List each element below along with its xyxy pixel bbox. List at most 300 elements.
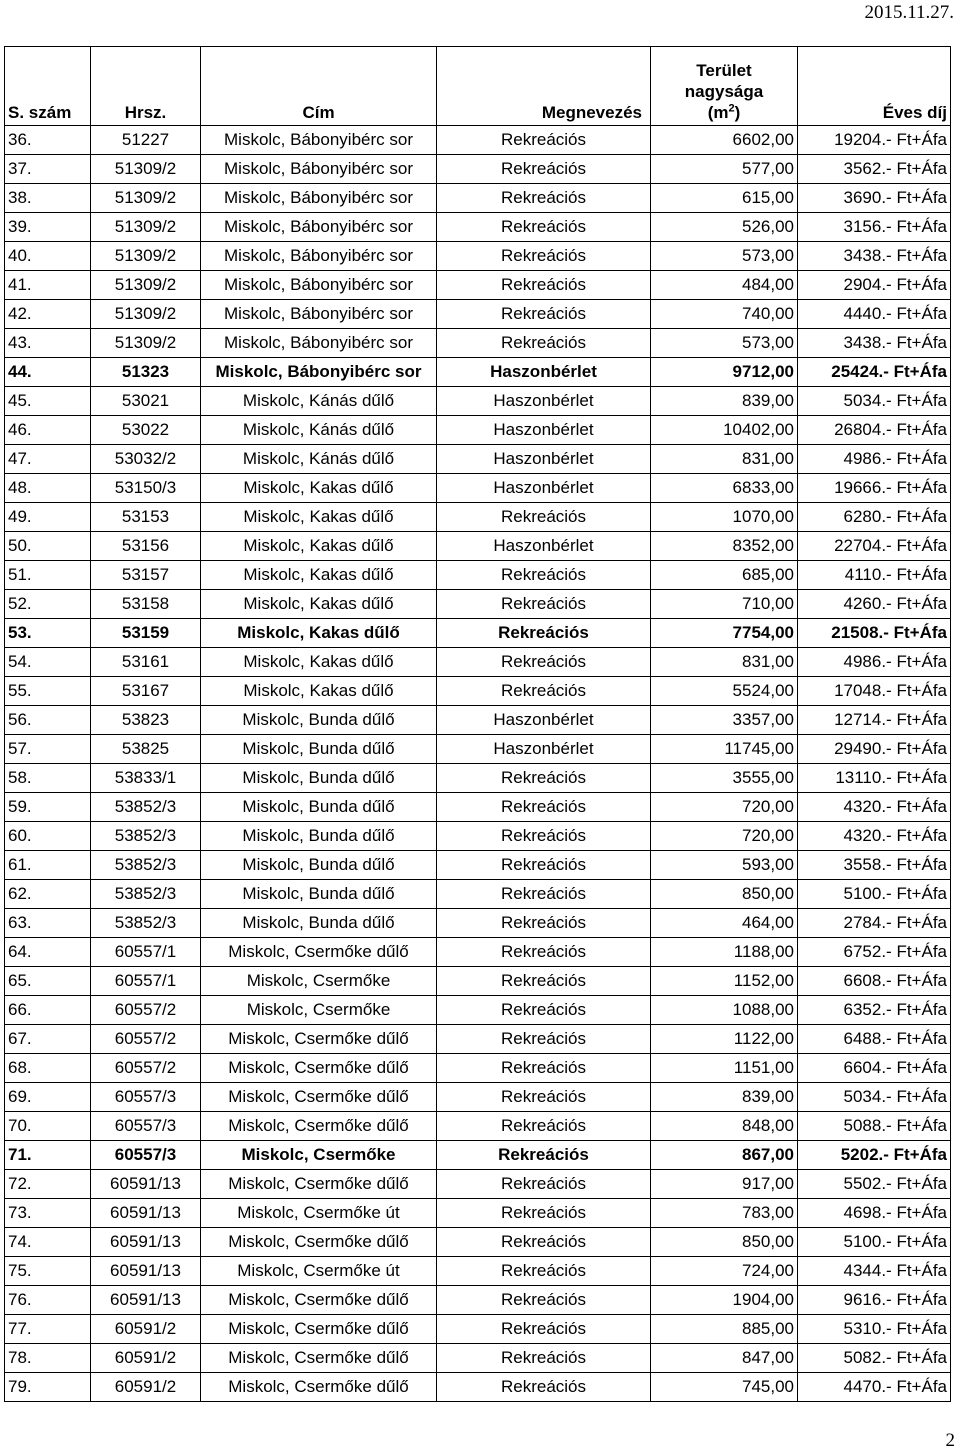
row-annual-fee: 5100.- Ft+Áfa <box>798 1228 951 1257</box>
table-row <box>5 474 951 503</box>
row-annual-fee: 6280.- Ft+Áfa <box>798 503 951 532</box>
row-annual-fee: 21508.- Ft+Áfa <box>798 619 951 648</box>
row-designation: Rekreációs <box>437 996 651 1025</box>
row-serial: 55. <box>5 677 91 706</box>
row-area: 745,00 <box>651 1373 798 1402</box>
row-serial: 72. <box>5 1170 91 1199</box>
table-header-row <box>5 47 951 126</box>
row-designation: Rekreációs <box>437 851 651 880</box>
row-designation: Rekreációs <box>437 1141 651 1170</box>
row-designation: Rekreációs <box>437 1083 651 1112</box>
table-row <box>5 126 951 155</box>
table-row <box>5 880 951 909</box>
row-designation: Rekreációs <box>437 909 651 938</box>
row-designation: Rekreációs <box>437 1286 651 1315</box>
table-row <box>5 1083 951 1112</box>
row-designation: Rekreációs <box>437 1257 651 1286</box>
page-number: 2 <box>945 1430 955 1451</box>
row-parcel: 60557/2 <box>91 996 201 1025</box>
row-serial: 56. <box>5 706 91 735</box>
table-row <box>5 619 951 648</box>
table-row <box>5 1112 951 1141</box>
row-serial: 79. <box>5 1373 91 1402</box>
row-address: Miskolc, Kánás dűlő <box>201 387 437 416</box>
row-serial: 54. <box>5 648 91 677</box>
table-row <box>5 155 951 184</box>
row-address: Miskolc, Bunda dűlő <box>201 822 437 851</box>
row-designation: Rekreációs <box>437 822 651 851</box>
row-area: 484,00 <box>651 271 798 300</box>
row-serial: 69. <box>5 1083 91 1112</box>
row-annual-fee: 6604.- Ft+Áfa <box>798 1054 951 1083</box>
row-designation: Rekreációs <box>437 1112 651 1141</box>
row-annual-fee: 3438.- Ft+Áfa <box>798 242 951 271</box>
row-annual-fee: 6352.- Ft+Áfa <box>798 996 951 1025</box>
table-row <box>5 184 951 213</box>
row-address: Miskolc, Csermőke dűlő <box>201 938 437 967</box>
row-designation: Haszonbérlet <box>437 735 651 764</box>
row-parcel: 60591/2 <box>91 1344 201 1373</box>
row-annual-fee: 4320.- Ft+Áfa <box>798 793 951 822</box>
header-designation <box>437 47 651 126</box>
row-address: Miskolc, Kakas dűlő <box>201 561 437 590</box>
row-serial: 68. <box>5 1054 91 1083</box>
row-area: 10402,00 <box>651 416 798 445</box>
row-parcel: 60557/3 <box>91 1083 201 1112</box>
row-address: Miskolc, Csermőke dűlő <box>201 1025 437 1054</box>
row-area: 720,00 <box>651 822 798 851</box>
row-serial: 49. <box>5 503 91 532</box>
row-address: Miskolc, Bábonyibérc sor <box>201 184 437 213</box>
row-address: Miskolc, Kakas dűlő <box>201 677 437 706</box>
row-parcel: 53158 <box>91 590 201 619</box>
row-area: 1904,00 <box>651 1286 798 1315</box>
row-address: Miskolc, Bábonyibérc sor <box>201 242 437 271</box>
row-parcel: 60591/13 <box>91 1286 201 1315</box>
row-annual-fee: 6488.- Ft+Áfa <box>798 1025 951 1054</box>
row-annual-fee: 4986.- Ft+Áfa <box>798 648 951 677</box>
row-address: Miskolc, Csermőke dűlő <box>201 1112 437 1141</box>
row-parcel: 53032/2 <box>91 445 201 474</box>
table-row <box>5 1054 951 1083</box>
row-serial: 53. <box>5 619 91 648</box>
row-parcel: 51309/2 <box>91 184 201 213</box>
row-serial: 50. <box>5 532 91 561</box>
row-parcel: 60557/1 <box>91 967 201 996</box>
row-designation: Haszonbérlet <box>437 358 651 387</box>
row-annual-fee: 4110.- Ft+Áfa <box>798 561 951 590</box>
row-annual-fee: 4440.- Ft+Áfa <box>798 300 951 329</box>
row-annual-fee: 2784.- Ft+Áfa <box>798 909 951 938</box>
row-area: 573,00 <box>651 329 798 358</box>
table-row <box>5 300 951 329</box>
row-parcel: 51309/2 <box>91 155 201 184</box>
row-parcel: 53157 <box>91 561 201 590</box>
row-designation: Haszonbérlet <box>437 706 651 735</box>
row-address: Miskolc, Bábonyibérc sor <box>201 155 437 184</box>
row-designation: Rekreációs <box>437 880 651 909</box>
row-designation: Rekreációs <box>437 155 651 184</box>
row-address: Miskolc, Csermőke <box>201 1141 437 1170</box>
row-designation: Rekreációs <box>437 1025 651 1054</box>
row-area: 720,00 <box>651 793 798 822</box>
table-row <box>5 503 951 532</box>
row-serial: 51. <box>5 561 91 590</box>
table-row <box>5 590 951 619</box>
row-designation: Rekreációs <box>437 213 651 242</box>
row-annual-fee: 5034.- Ft+Áfa <box>798 387 951 416</box>
row-designation: Rekreációs <box>437 1315 651 1344</box>
row-parcel: 53825 <box>91 735 201 764</box>
row-annual-fee: 12714.- Ft+Áfa <box>798 706 951 735</box>
row-serial: 77. <box>5 1315 91 1344</box>
row-address: Miskolc, Kakas dűlő <box>201 590 437 619</box>
row-annual-fee: 4320.- Ft+Áfa <box>798 822 951 851</box>
header-area-unit: (m <box>707 103 729 122</box>
row-area: 850,00 <box>651 1228 798 1257</box>
row-parcel: 60557/2 <box>91 1054 201 1083</box>
row-address: Miskolc, Bábonyibérc sor <box>201 329 437 358</box>
row-parcel: 53167 <box>91 677 201 706</box>
row-address: Miskolc, Csermőke dűlő <box>201 1083 437 1112</box>
row-serial: 44. <box>5 358 91 387</box>
row-annual-fee: 26804.- Ft+Áfa <box>798 416 951 445</box>
row-address: Miskolc, Kakas dűlő <box>201 619 437 648</box>
row-parcel: 53823 <box>91 706 201 735</box>
table-row <box>5 416 951 445</box>
row-designation: Rekreációs <box>437 1344 651 1373</box>
header-serial: S. szám <box>5 47 91 126</box>
row-annual-fee: 9616.- Ft+Áfa <box>798 1286 951 1315</box>
row-serial: 42. <box>5 300 91 329</box>
row-address: Miskolc, Bábonyibérc sor <box>201 300 437 329</box>
row-designation: Rekreációs <box>437 677 651 706</box>
row-annual-fee: 13110.- Ft+Áfa <box>798 764 951 793</box>
row-area: 8352,00 <box>651 532 798 561</box>
row-parcel: 60591/2 <box>91 1315 201 1344</box>
row-designation: Rekreációs <box>437 1373 651 1402</box>
row-annual-fee: 6752.- Ft+Áfa <box>798 938 951 967</box>
row-area: 3357,00 <box>651 706 798 735</box>
row-designation: Rekreációs <box>437 1054 651 1083</box>
row-area: 867,00 <box>651 1141 798 1170</box>
row-annual-fee: 3438.- Ft+Áfa <box>798 329 951 358</box>
table-row <box>5 358 951 387</box>
row-designation: Rekreációs <box>437 1199 651 1228</box>
row-area: 1152,00 <box>651 967 798 996</box>
row-annual-fee: 5310.- Ft+Áfa <box>798 1315 951 1344</box>
header-area <box>651 47 798 126</box>
header-address: Cím <box>201 47 437 126</box>
table-row <box>5 967 951 996</box>
row-address: Miskolc, Csermőke dűlő <box>201 1373 437 1402</box>
row-address: Miskolc, Csermőke dűlő <box>201 1286 437 1315</box>
row-parcel: 53161 <box>91 648 201 677</box>
row-area: 831,00 <box>651 445 798 474</box>
row-parcel: 53021 <box>91 387 201 416</box>
row-parcel: 53153 <box>91 503 201 532</box>
row-address: Miskolc, Csermőke dűlő <box>201 1170 437 1199</box>
row-annual-fee: 5100.- Ft+Áfa <box>798 880 951 909</box>
table-row <box>5 271 951 300</box>
table-row <box>5 1315 951 1344</box>
row-serial: 39. <box>5 213 91 242</box>
row-parcel: 53833/1 <box>91 764 201 793</box>
row-serial: 57. <box>5 735 91 764</box>
row-serial: 73. <box>5 1199 91 1228</box>
row-designation: Rekreációs <box>437 1170 651 1199</box>
header-designation-label: Megnevezés <box>541 103 642 122</box>
row-designation: Rekreációs <box>437 503 651 532</box>
document-date: 2015.11.27. <box>864 2 954 23</box>
row-address: Miskolc, Bábonyibérc sor <box>201 126 437 155</box>
header-parcel: Hrsz. <box>91 47 201 126</box>
row-address: Miskolc, Csermőke dűlő <box>201 1344 437 1373</box>
row-serial: 71. <box>5 1141 91 1170</box>
row-parcel: 53156 <box>91 532 201 561</box>
row-parcel: 51309/2 <box>91 213 201 242</box>
header-area-line3 <box>654 102 794 123</box>
row-serial: 74. <box>5 1228 91 1257</box>
row-address: Miskolc, Kakas dűlő <box>201 648 437 677</box>
row-area: 847,00 <box>651 1344 798 1373</box>
row-address: Miskolc, Kánás dűlő <box>201 445 437 474</box>
row-parcel: 53852/3 <box>91 822 201 851</box>
row-serial: 38. <box>5 184 91 213</box>
row-designation: Haszonbérlet <box>437 532 651 561</box>
row-serial: 60. <box>5 822 91 851</box>
row-serial: 58. <box>5 764 91 793</box>
row-area: 885,00 <box>651 1315 798 1344</box>
row-area: 1122,00 <box>651 1025 798 1054</box>
row-annual-fee: 4260.- Ft+Áfa <box>798 590 951 619</box>
row-annual-fee: 3156.- Ft+Áfa <box>798 213 951 242</box>
header-area-sup: 2 <box>728 102 735 115</box>
row-address: Miskolc, Csermőke dűlő <box>201 1315 437 1344</box>
row-parcel: 53159 <box>91 619 201 648</box>
row-area: 526,00 <box>651 213 798 242</box>
row-parcel: 51309/2 <box>91 300 201 329</box>
row-address: Miskolc, Bunda dűlő <box>201 793 437 822</box>
row-designation: Rekreációs <box>437 561 651 590</box>
table-row <box>5 1199 951 1228</box>
row-area: 724,00 <box>651 1257 798 1286</box>
table-row <box>5 1344 951 1373</box>
row-annual-fee: 22704.- Ft+Áfa <box>798 532 951 561</box>
table-row <box>5 938 951 967</box>
row-serial: 61. <box>5 851 91 880</box>
row-serial: 36. <box>5 126 91 155</box>
property-table <box>4 46 951 1402</box>
row-annual-fee: 3558.- Ft+Áfa <box>798 851 951 880</box>
table-row <box>5 735 951 764</box>
row-designation: Haszonbérlet <box>437 474 651 503</box>
row-parcel: 53852/3 <box>91 793 201 822</box>
row-designation: Rekreációs <box>437 1228 651 1257</box>
row-area: 839,00 <box>651 1083 798 1112</box>
row-area: 740,00 <box>651 300 798 329</box>
row-annual-fee: 25424.- Ft+Áfa <box>798 358 951 387</box>
row-designation: Rekreációs <box>437 590 651 619</box>
table-row <box>5 1170 951 1199</box>
row-parcel: 53852/3 <box>91 880 201 909</box>
row-address: Miskolc, Bunda dűlő <box>201 706 437 735</box>
table-row <box>5 329 951 358</box>
row-annual-fee: 2904.- Ft+Áfa <box>798 271 951 300</box>
row-address: Miskolc, Bábonyibérc sor <box>201 358 437 387</box>
table-row <box>5 764 951 793</box>
row-annual-fee: 3690.- Ft+Áfa <box>798 184 951 213</box>
row-area: 577,00 <box>651 155 798 184</box>
row-area: 9712,00 <box>651 358 798 387</box>
row-serial: 76. <box>5 1286 91 1315</box>
row-serial: 66. <box>5 996 91 1025</box>
table-body <box>5 126 951 1402</box>
table-row <box>5 996 951 1025</box>
row-designation: Haszonbérlet <box>437 416 651 445</box>
row-parcel: 51309/2 <box>91 329 201 358</box>
row-designation: Rekreációs <box>437 300 651 329</box>
row-annual-fee: 4698.- Ft+Áfa <box>798 1199 951 1228</box>
row-address: Miskolc, Kánás dűlő <box>201 416 437 445</box>
table-row <box>5 677 951 706</box>
table-row <box>5 242 951 271</box>
row-annual-fee: 4344.- Ft+Áfa <box>798 1257 951 1286</box>
row-serial: 70. <box>5 1112 91 1141</box>
row-area: 464,00 <box>651 909 798 938</box>
row-serial: 64. <box>5 938 91 967</box>
row-serial: 41. <box>5 271 91 300</box>
row-annual-fee: 4470.- Ft+Áfa <box>798 1373 951 1402</box>
row-serial: 52. <box>5 590 91 619</box>
row-parcel: 60557/3 <box>91 1141 201 1170</box>
table-row <box>5 445 951 474</box>
row-annual-fee: 5088.- Ft+Áfa <box>798 1112 951 1141</box>
row-designation: Rekreációs <box>437 329 651 358</box>
header-area-line2: nagysága <box>684 82 764 101</box>
row-area: 615,00 <box>651 184 798 213</box>
row-serial: 63. <box>5 909 91 938</box>
row-parcel: 60591/13 <box>91 1170 201 1199</box>
header-area-line1: Terület <box>696 61 752 80</box>
row-area: 7754,00 <box>651 619 798 648</box>
table-row <box>5 822 951 851</box>
row-serial: 62. <box>5 880 91 909</box>
row-designation: Haszonbérlet <box>437 387 651 416</box>
row-address: Miskolc, Csermőke út <box>201 1257 437 1286</box>
row-parcel: 51323 <box>91 358 201 387</box>
row-area: 1151,00 <box>651 1054 798 1083</box>
row-annual-fee: 6608.- Ft+Áfa <box>798 967 951 996</box>
row-area: 839,00 <box>651 387 798 416</box>
row-designation: Rekreációs <box>437 967 651 996</box>
row-area: 848,00 <box>651 1112 798 1141</box>
row-address: Miskolc, Bunda dűlő <box>201 764 437 793</box>
row-area: 783,00 <box>651 1199 798 1228</box>
table-row <box>5 213 951 242</box>
row-serial: 75. <box>5 1257 91 1286</box>
row-serial: 45. <box>5 387 91 416</box>
row-address: Miskolc, Bábonyibérc sor <box>201 213 437 242</box>
row-area: 685,00 <box>651 561 798 590</box>
row-designation: Haszonbérlet <box>437 445 651 474</box>
row-address: Miskolc, Kakas dűlő <box>201 532 437 561</box>
table-row <box>5 561 951 590</box>
row-serial: 46. <box>5 416 91 445</box>
table-row <box>5 1373 951 1402</box>
row-area: 1070,00 <box>651 503 798 532</box>
row-area: 11745,00 <box>651 735 798 764</box>
row-parcel: 51309/2 <box>91 242 201 271</box>
row-parcel: 60557/1 <box>91 938 201 967</box>
table-row <box>5 909 951 938</box>
row-area: 850,00 <box>651 880 798 909</box>
row-annual-fee: 17048.- Ft+Áfa <box>798 677 951 706</box>
row-annual-fee: 19666.- Ft+Áfa <box>798 474 951 503</box>
row-serial: 40. <box>5 242 91 271</box>
row-designation: Rekreációs <box>437 619 651 648</box>
row-serial: 43. <box>5 329 91 358</box>
row-area: 917,00 <box>651 1170 798 1199</box>
row-designation: Rekreációs <box>437 938 651 967</box>
row-area: 6602,00 <box>651 126 798 155</box>
table-row <box>5 793 951 822</box>
row-address: Miskolc, Kakas dűlő <box>201 474 437 503</box>
row-serial: 37. <box>5 155 91 184</box>
row-designation: Rekreációs <box>437 126 651 155</box>
row-serial: 78. <box>5 1344 91 1373</box>
row-area: 6833,00 <box>651 474 798 503</box>
row-annual-fee: 3562.- Ft+Áfa <box>798 155 951 184</box>
row-area: 1088,00 <box>651 996 798 1025</box>
row-address: Miskolc, Csermőke út <box>201 1199 437 1228</box>
row-address: Miskolc, Bunda dűlő <box>201 851 437 880</box>
row-area: 5524,00 <box>651 677 798 706</box>
row-address: Miskolc, Bábonyibérc sor <box>201 271 437 300</box>
row-serial: 47. <box>5 445 91 474</box>
header-annual-fee: Éves díj <box>798 47 951 126</box>
row-annual-fee: 19204.- Ft+Áfa <box>798 126 951 155</box>
row-designation: Rekreációs <box>437 793 651 822</box>
row-parcel: 60557/3 <box>91 1112 201 1141</box>
row-serial: 59. <box>5 793 91 822</box>
row-parcel: 53852/3 <box>91 851 201 880</box>
row-designation: Rekreációs <box>437 271 651 300</box>
row-parcel: 51227 <box>91 126 201 155</box>
row-designation: Rekreációs <box>437 184 651 213</box>
table-row <box>5 387 951 416</box>
row-annual-fee: 5082.- Ft+Áfa <box>798 1344 951 1373</box>
header-area-close: ) <box>734 103 741 122</box>
table-row <box>5 532 951 561</box>
table-row <box>5 851 951 880</box>
row-annual-fee: 5502.- Ft+Áfa <box>798 1170 951 1199</box>
row-area: 831,00 <box>651 648 798 677</box>
row-parcel: 60591/13 <box>91 1199 201 1228</box>
row-address: Miskolc, Kakas dűlő <box>201 503 437 532</box>
row-annual-fee: 5034.- Ft+Áfa <box>798 1083 951 1112</box>
row-annual-fee: 5202.- Ft+Áfa <box>798 1141 951 1170</box>
row-parcel: 60591/2 <box>91 1373 201 1402</box>
row-address: Miskolc, Csermőke dűlő <box>201 1228 437 1257</box>
row-parcel: 53022 <box>91 416 201 445</box>
row-serial: 67. <box>5 1025 91 1054</box>
table-row <box>5 1141 951 1170</box>
row-address: Miskolc, Bunda dűlő <box>201 880 437 909</box>
table-row <box>5 706 951 735</box>
row-parcel: 53150/3 <box>91 474 201 503</box>
table-row <box>5 1228 951 1257</box>
